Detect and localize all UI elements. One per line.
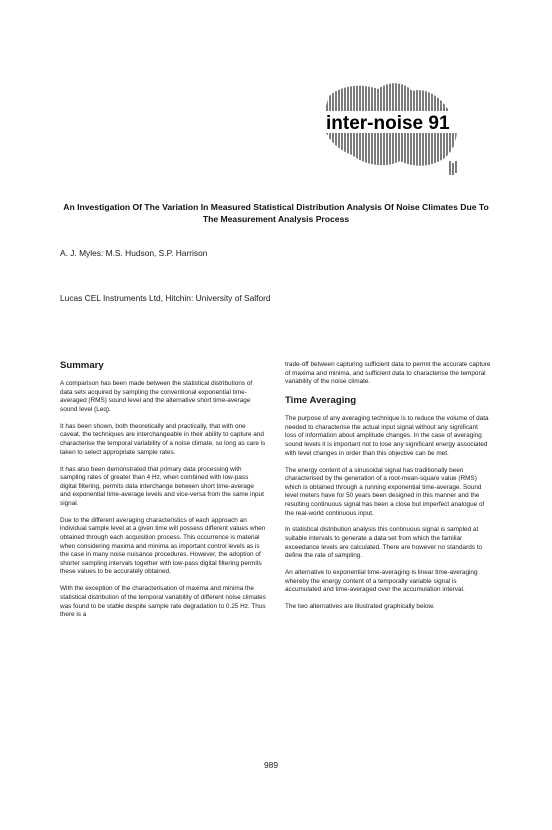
- body-paragraph: An alternative to exponential time-averaging is linear time-averaging whereby the energy content of a temporally variable signal is accumulated and time-averaged over the accumulation interval.: [285, 569, 478, 594]
- body-paragraph: The energy content of a sinusoidal signal has traditionally been characterised by the generation of a root-mean-square value (RMS) which is obtained through a running exponential time-average. Sound level meters have for 50 years been designed in this manner and the resulting continuous signal has been a close but imperfect analogue of the real-world continuous input.: [285, 466, 485, 517]
- summary-paragraph: It has been shown, both theoretically and practically, that with one caveat, the techniques are interchangeable in their ability to capture and characterise the temporal variability of a noise climate, so long as care is taken to select appropriate sample rates.: [60, 422, 266, 456]
- summary-paragraph: It has also been demonstrated that primary data processing with sampling rates of greater than 4 Hz, when combined with low-pass digital filtering, permits data interchange between short time-average and exponential time-average levels and vice-versa from the same input signal.: [60, 465, 264, 507]
- continued-paragraph: trade-off between capturing sufficient data to permit the accurate capture of maxima and minima, and sufficient data to characterise the temporal variability of the noise climate.: [285, 361, 491, 386]
- body-paragraph: In statistical distribution analysis this continuous signal is sampled at suitable intervals to generate a data set from which the familiar exceedance levels are calculated. There are however no standards to define the rate of sampling.: [285, 526, 483, 560]
- logo-text: inter-noise 91: [326, 113, 450, 134]
- summary-paragraph: Due to the different averaging characteristics of each approach an individual sample level at a given time will possess different values when obtained through each acquisition process. This occurrence is material when considering maxima and minima as important control levels as is the case in many noise nuisance procedures. However, the adoption of shorter sampling intervals together with low-pass digital filtering permits these values to be accurately obtained.: [60, 516, 266, 576]
- authors: A. J. Myles: M.S. Hudson, S.P. Harrison: [60, 248, 208, 258]
- affiliation: Lucas CEL Instruments Ltd, Hitchin: University of Salford: [60, 293, 271, 303]
- time-averaging-heading: Time Averaging: [285, 395, 357, 407]
- summary-heading: Summary: [60, 360, 104, 371]
- paper-title: An Investigation Of The Variation In Measured Statistical Distribution Analysis Of Noise Climates Due To The Measurement Analysis Process: [63, 202, 489, 224]
- left-column: [60, 360, 266, 628]
- summary-paragraph: A comparison has been made between the statistical distributions of data sets acquired by sampling the conventional exponential time-averaged (RMS) sound level and the alternative short time-average sound level (Leq).: [60, 380, 253, 413]
- summary-paragraph: With the exception of the characterisation of maxima and minima the statistical distribution of the temporal variability of different noise climates was found to be stable despite sample rate degradation to 0.25 Hz. Thus there is a: [60, 585, 266, 619]
- right-column: [285, 361, 491, 620]
- page-number: 989: [264, 760, 278, 770]
- australia-map-logo: [300, 75, 470, 185]
- body-paragraph: The purpose of any averaging technique is to reduce the volume of data needed to characterise the actual input signal without any significant loss of information about amplitude changes. In the case of averaging sound levels it is important not to lose any significant energy associated with level changes in order than this objective can be met.: [285, 415, 489, 457]
- body-paragraph: The two alternatives are illustrated graphically below.: [285, 603, 435, 611]
- conference-logo: [300, 75, 470, 185]
